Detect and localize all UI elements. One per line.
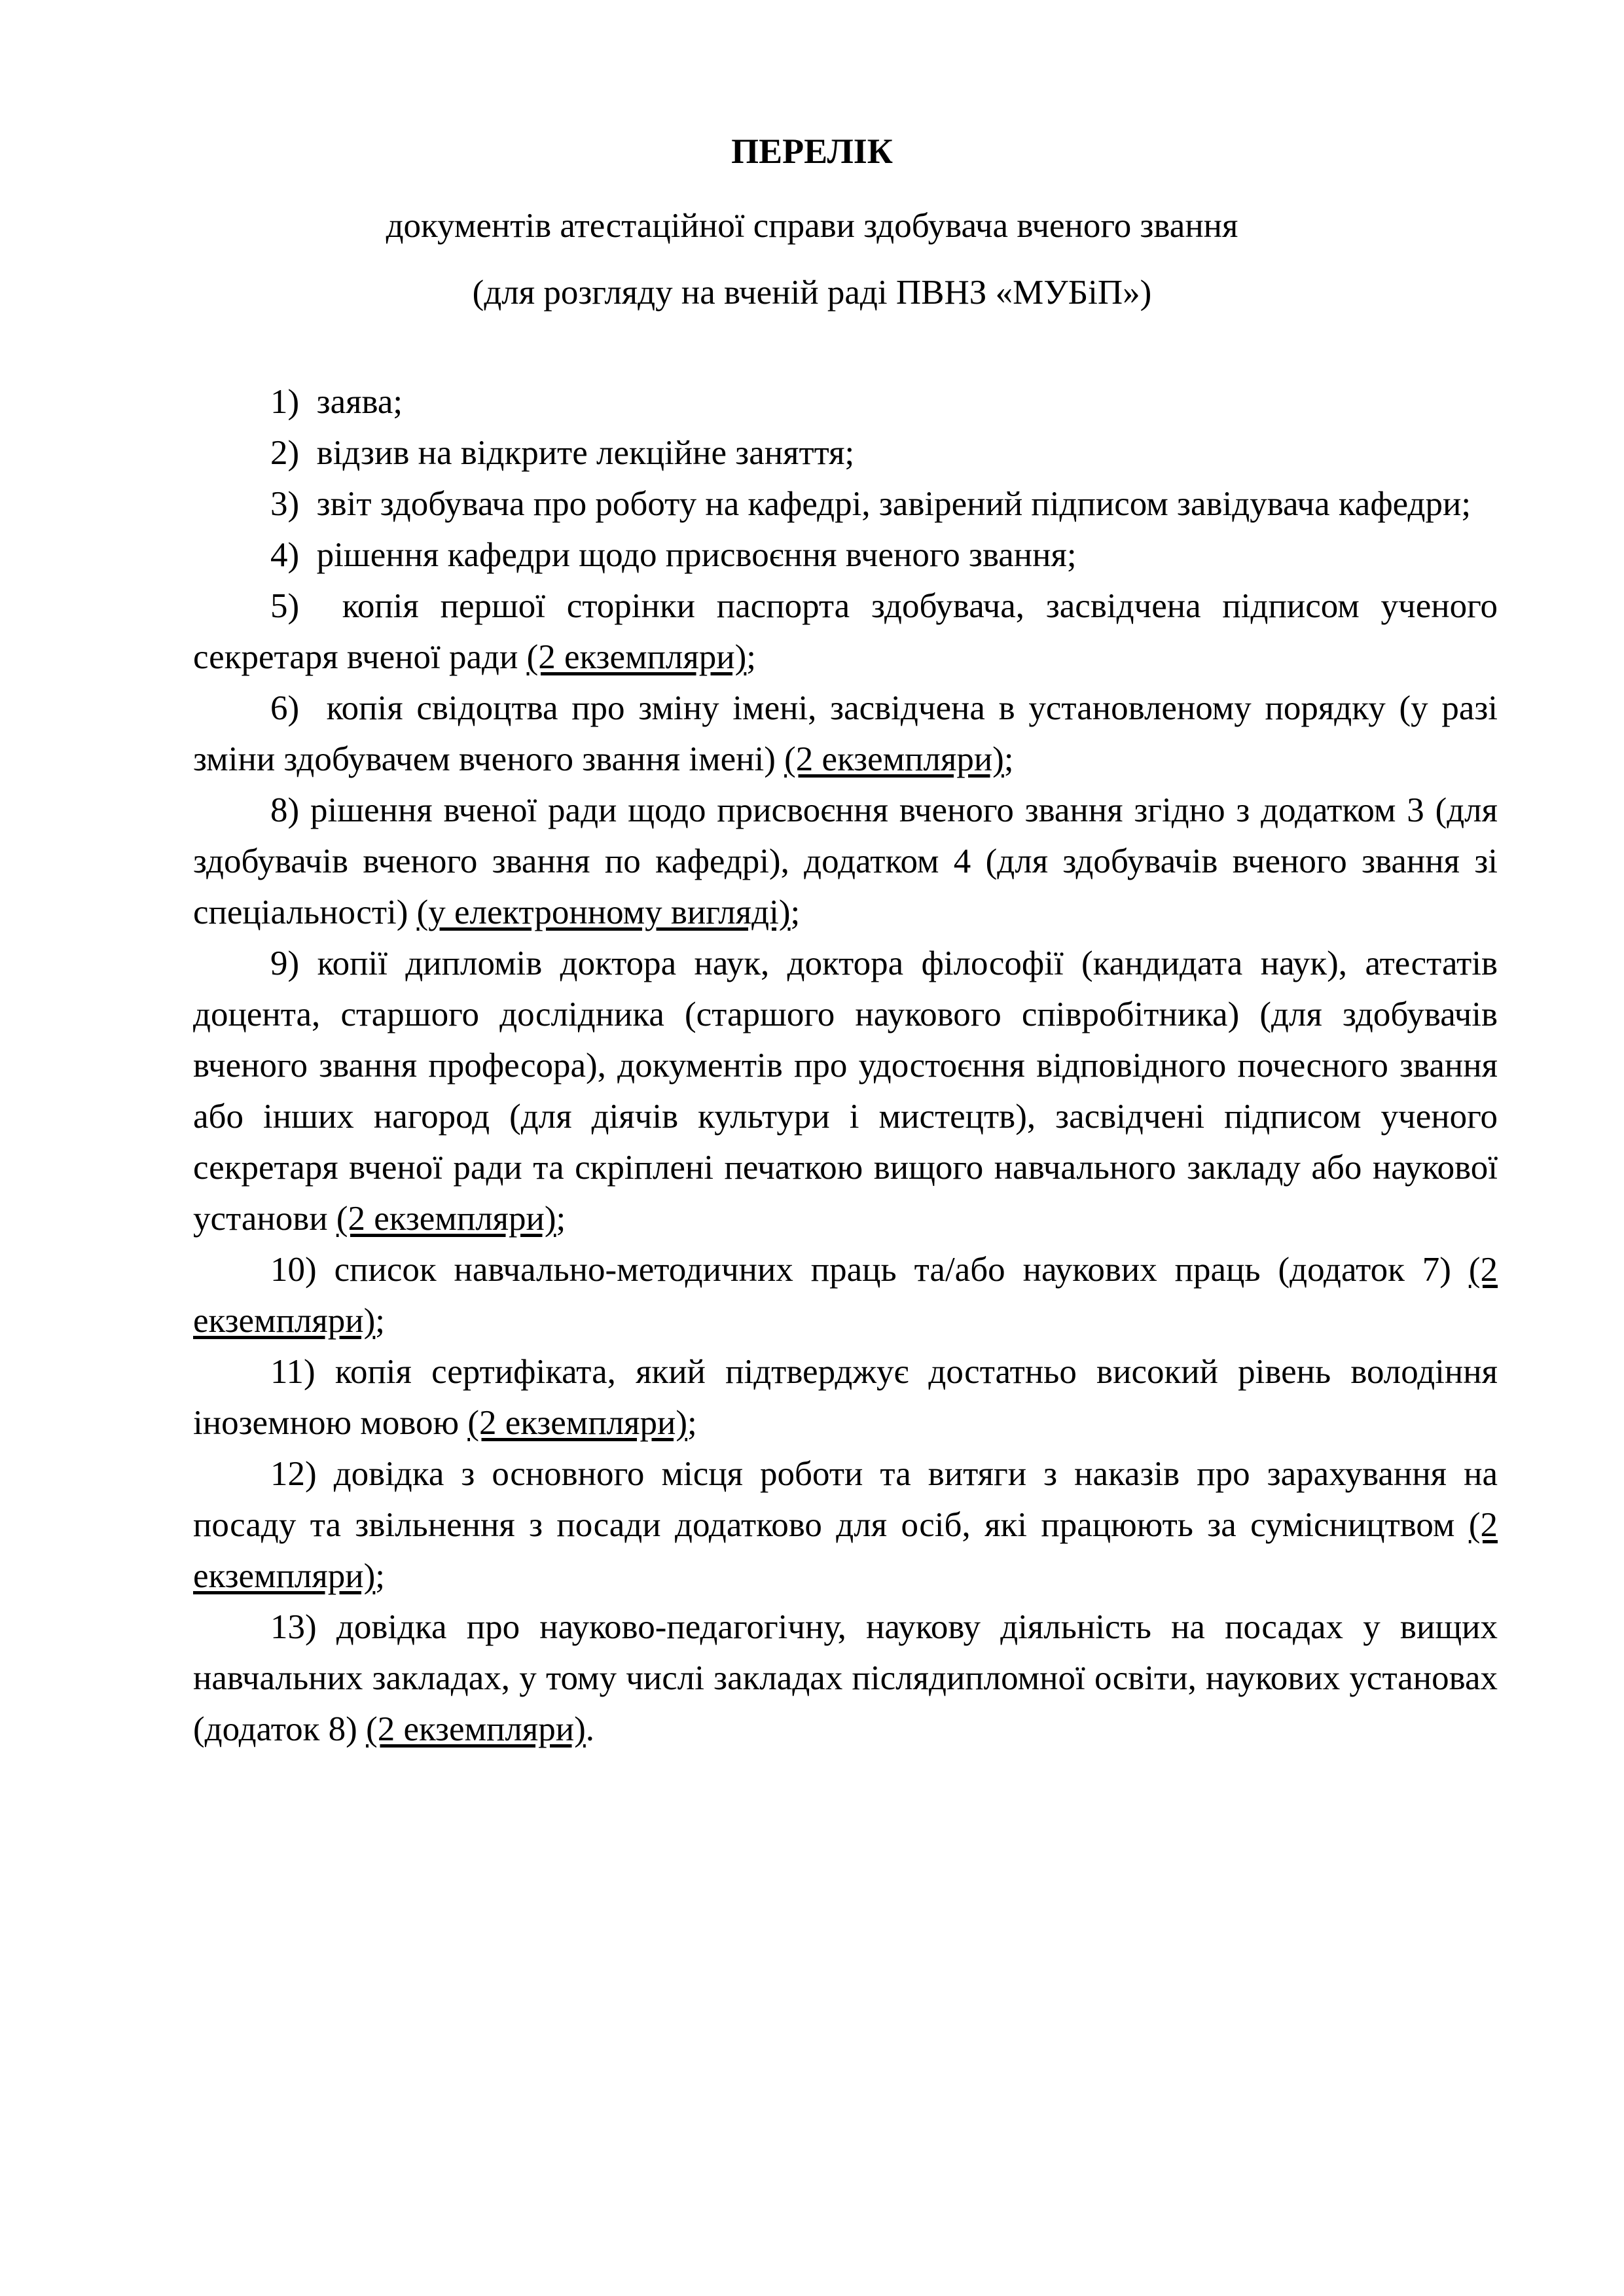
item-number: 5): [270, 587, 300, 625]
list-item: [193, 529, 1498, 581]
item-punctuation: .: [585, 1710, 595, 1748]
list-item: [193, 938, 1498, 1244]
item-number: 3): [270, 485, 300, 523]
list-item: [193, 376, 1498, 427]
item-number: 2): [270, 434, 300, 472]
item-number: 1): [270, 383, 300, 421]
copies-note: (2 екземпляри): [467, 1404, 688, 1442]
item-text: копії дипломів доктора наук, доктора філософії (кандидата наук), атестатів доцента, старшого дослідника (старшого наукового співробітника) (для здобувачів вченого звання професора), документів про удостоєння відповідного почесного звання або інших нагород (для діячів культури і мистецтв), засвідчені підписом ученого секретаря вченої ради та скріплені печаткою вищого навчального закладу або наукової установи: [193, 944, 1498, 1238]
item-number: 4): [270, 536, 300, 574]
document-subtitle: документів атестаційної справи здобувача вченого звання: [386, 207, 1238, 245]
item-text: відзив на відкрите лекційне заняття;: [316, 434, 855, 472]
item-text: копія першої сторінки паспорта здобувача, засвідчена підписом ученого секретаря вченої ради: [193, 587, 1498, 676]
item-punctuation: ;: [1003, 740, 1014, 778]
document-subtitle-context: (для розгляду на вченій раді ПВНЗ «МУБіП»): [472, 274, 1152, 312]
item-text: копія сертифіката, який підтверджує достатньо високий рівень володіння іноземною мовою: [193, 1353, 1498, 1442]
list-item: [193, 1602, 1498, 1755]
item-punctuation: ;: [556, 1200, 566, 1238]
item-text: список навчально-методичних праць та/або наукових праць (додаток 7): [334, 1251, 1469, 1289]
documents-list: [193, 376, 1498, 1755]
item-text: заява;: [316, 383, 403, 421]
copies-note: (2 екземпляри): [193, 1251, 1498, 1340]
copies-note: (2 екземпляри): [366, 1710, 586, 1748]
list-item: [193, 1448, 1498, 1602]
item-text: звіт здобувача про роботу на кафедрі, завірений підписом завідувача кафедри;: [316, 485, 1471, 523]
item-number: 11): [270, 1353, 316, 1391]
item-number: 10): [270, 1251, 317, 1289]
item-number: 8): [270, 791, 300, 829]
list-item: [193, 478, 1498, 529]
copies-note: (2 екземпляри): [784, 740, 1004, 778]
item-number: 12): [270, 1455, 317, 1493]
item-punctuation: ;: [375, 1302, 386, 1340]
copies-note: (2 екземпляри): [526, 638, 747, 676]
item-text: копія свідоцтва про зміну імені, засвідчена в установленому порядку (у разі зміни здобувачем вченого звання імені): [193, 689, 1498, 778]
item-text: рішення вченої ради щодо присвоєння вченого звання згідно з додатком 3 (для здобувачів вченого звання по кафедрі), додатком 4 (для здобувачів вченого звання зі спеціальності): [193, 791, 1498, 931]
item-punctuation: ;: [687, 1404, 697, 1442]
document-title: ПЕРЕЛІК: [731, 132, 893, 171]
item-number: 13): [270, 1608, 317, 1646]
item-punctuation: ;: [790, 893, 801, 931]
list-item: [193, 1346, 1498, 1448]
copies-note: (2 екземпляри): [336, 1200, 556, 1238]
list-item: [193, 683, 1498, 785]
list-item: [193, 581, 1498, 683]
list-item: [193, 785, 1498, 938]
item-text: довідка про науково-педагогічну, наукову діяльність на посадах у вищих навчальних закладах, у тому числі закладах післядипломної освіти, наукових установах (додаток 8): [193, 1608, 1498, 1748]
item-number: 9): [270, 944, 300, 982]
format-note: (у електронному вигляді): [416, 893, 791, 931]
item-text: рішення кафедри щодо присвоєння вченого звання;: [316, 536, 1077, 574]
copies-note: (2 екземпляри): [193, 1506, 1498, 1595]
list-item: [193, 1244, 1498, 1346]
item-number: 6): [270, 689, 300, 727]
item-punctuation: ;: [375, 1557, 386, 1595]
list-item: [193, 427, 1498, 478]
item-text: довідка з основного місця роботи та витяги з наказів про зарахування на посаду та звільнення з посади додатково для осіб, які працюють за сумісництвом: [193, 1455, 1498, 1544]
item-punctuation: ;: [746, 638, 756, 676]
